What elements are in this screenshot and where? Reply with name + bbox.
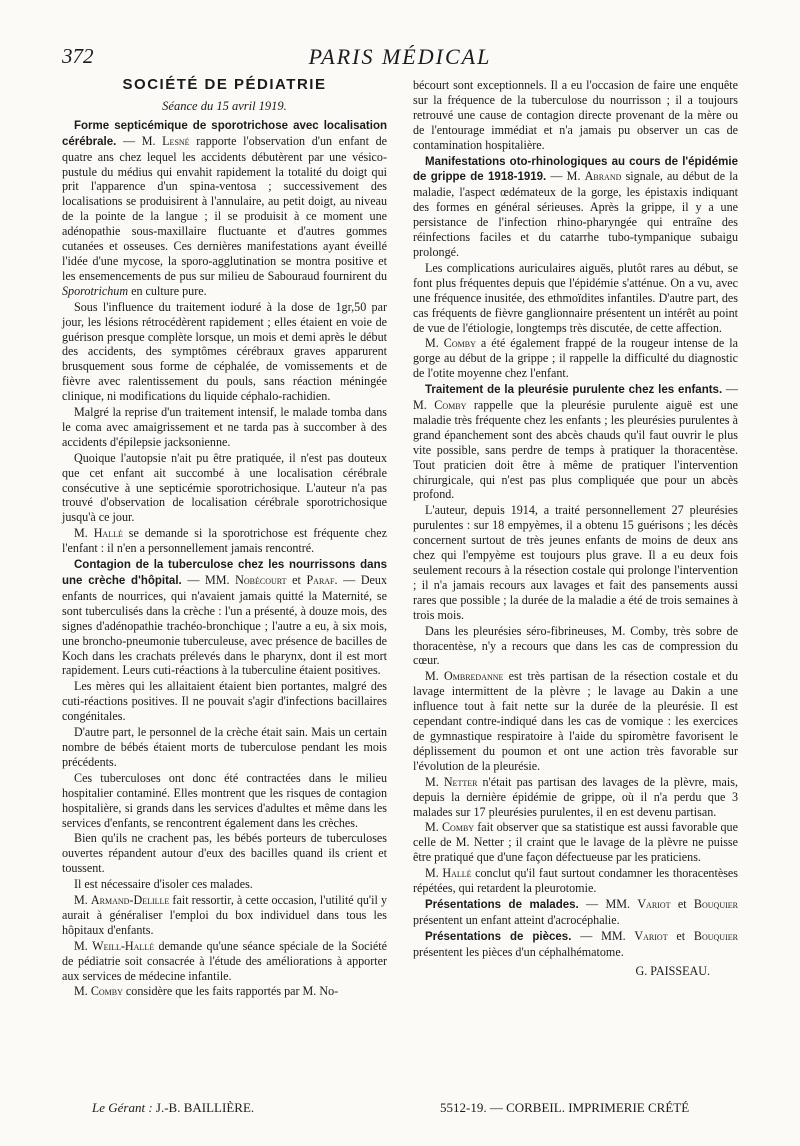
right-column (413, 78, 738, 978)
subtitle-pleuresie: Traitement de la pleurésie purulente chez les enfants. (425, 384, 723, 397)
paragraph: Il est nécessaire d'isoler ces malades. (74, 877, 253, 892)
paragraph: Les complications auriculaires aiguës, plutôt rares au début, se font plus fréquentes depuis que l'épidémie s'atténue. On a vu, avec une fréquence inusitée, des ethmoïdites infantiles. D'autre part, des cas fréquents de fièvre ganglionnaire présentent un intérêt au point de vue de l'étiologie, longtemps très discutée, de cette affection. (413, 260, 738, 335)
paragraph: M. Comby a été également frappé de la rougeur intense de la gorge au début de la grippe ; il rappelle la difficulté du diagnostic de l'otite moyenne chez l'enfant. (413, 336, 738, 381)
author-name: Comby (90, 984, 123, 999)
paragraph: bécourt sont exceptionnels. Il a eu l'occasion de faire une enquête sur la fréquence de la tuberculose du nourrisson ; il a toujours retrouvé une cause de contagion directe provenant de la mère ou de l'entourage immédiat et n'a jamais pu observer un cas de contamination hospitalière. (413, 78, 738, 152)
paragraph: M. Weill-Hallé demande qu'une séance spéciale de la Société de pédiatrie soit consacrée à l'étude des améliorations à apporter aux services de médecine infantile. (62, 938, 387, 983)
subtitle-malades: Présentations de malades. (425, 898, 579, 911)
author-name: Ombredanne (444, 669, 504, 684)
paragraph: Sous l'influence du traitement ioduré à la dose de 1gr,50 par jour, les lésions rétrocédèrent rapidement ; elles étaient en voie de guérison presque complète lorsque, un mois et demi après le début des accidents, des symptômes cérébraux graves apparurent brusquement sous forme de céphalée, de vomissements et de fièvre avec ralentissement du pouls, sans réaction méningée clinique, ni modifications du liquide céphalo-rachidien. (62, 299, 387, 404)
section-title: SOCIÉTÉ DE PÉDIATRIE (122, 76, 327, 93)
author-name: Bouquier (693, 928, 738, 943)
paragraph-oto-rhino: Manifestations oto-rhinologiques au cours de l'épidémie de grippe de 1918-1919. — M. Abrand signale, au début de la maladie, l'aspect œdémateux de la gorge, les épistaxis indiquant des formes en général sérieuses. Après la grippe, il y a une persistance de l'infection rhino-pharyngée qui entraîne des réinfections faciles et du catarrhe tubo-tympanique subaigu prolongé. (413, 155, 738, 259)
paragraph: M. Ombredanne est très partisan de la résection costale et du lavage intermittent de la plèvre ; le lavage au Dakin a une influence tout à fait nette sur la durée de la pleurésie. Il est cependant contre-indiqué dans les cas de vomique : les exercices de gymnastique respiratoire à l'aide du spiromètre favorisent le déplissement du poumon et ont une action très favorable sur l'évolution de la pleurésie. (413, 669, 738, 773)
author-name: Armand-Delille (90, 893, 170, 908)
paragraph: M. Comby fait observer que sa statistique est aussi favorable que celle de M. Netter ; il craint que le lavage de la plèvre ne puisse être pratiqué que d'une façon défectueuse par les praticiens. (413, 820, 738, 865)
author-name: Comby (434, 398, 467, 413)
running-head: PARIS MÉDICAL (308, 44, 492, 69)
subtitle-pieces: Présentations de pièces. (425, 930, 572, 943)
paragraph-pieces: Présentations de pièces. — MM. Variot et Bouquier présentent les pièces d'un céphalhématome. (413, 928, 738, 959)
paragraph: Quoique l'autopsie n'ait pu être pratiquée, il n'est pas douteux que cet enfant ait succombé à une localisation cérébrale consécutive à une septicémie sporotrichosique. L'auteur n'a pas trouvé d'observation de localisation cérébrale sporotrichosique jusqu'à ce jour. (62, 450, 387, 525)
paragraph: Bien qu'ils ne crachent pas, les bébés porteurs de tuberculoses ouvertes répandent autour d'eux des bacilles quand ils crient et toussent. (62, 831, 387, 876)
author-name: Hallé (93, 526, 123, 541)
paragraph-pleuresie: Traitement de la pleurésie purulente chez les enfants. — M. Comby rappelle que la pleurésie purulente aiguë est une maladie très fréquente chez les enfants ; les pleurésies purulentes à grand épanchement sont des abcès chauds qu'il faut ouvrir le plus vite possible, sans perdre de temps à pratiquer la thoracentèse. Tout praticien doit être à même de pratiquer l'intervention chirurgicale, qui n'est pas plus compliquée que pour un abcès profond. (413, 382, 738, 502)
subtitle-contagion: Contagion de la tuberculose chez les nourrissons dans une crèche d'hôpital. (62, 559, 387, 587)
author-name: Lesné (162, 133, 190, 148)
author-name: Comby (441, 820, 475, 835)
paragraph-malades: Présentations de malades. — MM. Variot et Bouquier présentent un enfant atteint d'acrocéphalie. (413, 896, 738, 927)
paragraph: L'auteur, depuis 1914, a traité personnellement 27 pleurésies purulentes : sur 18 empyèmes, il a obtenu 15 guérisons ; les décès concernent surtout de très jeunes enfants de moins de deux ans chez qui l'empyème est toujours plus grave. Il a eu deux fois seulement recours à la résection costale qui prolonge l'intervention ; il n'a jamais recours aux lavages et fait des pansements aussi rares que possible ; la durée de la maladie a été de trois semaines à trois mois. (413, 503, 738, 622)
author-name: Variot (634, 928, 668, 943)
author-name: Netter (443, 774, 478, 789)
paragraph: M. Hallé conclut qu'il faut surtout condamner les thoracentèses répétées, qui retardent la pleurotomie. (413, 866, 738, 896)
author-name: Abrand (584, 169, 622, 184)
author-name: Weill-Hallé (92, 938, 155, 953)
left-column (62, 78, 387, 1000)
author-name: Paraf (306, 573, 335, 587)
footer-gerant: Le Gérant : J.-B. BAILLIÈRE. (92, 1100, 255, 1115)
paragraph: D'autre part, le personnel de la crèche était sain. Mais un certain nombre de bébés étaient morts de tuberculose pendant les mois précédents. (62, 725, 387, 769)
signature: G. PAISSEAU. (635, 963, 710, 978)
session-date: Séance du 15 avril 1919. (162, 98, 287, 113)
subtitle-sporotrichose: Forme septicémique de sporotrichose avec localisation cérébrale. (62, 119, 387, 148)
paragraph: Dans les pleurésies séro-fibrineuses, M. Comby, très sobre de thoracentèse, n'y a recours que dans les cas de compression du cœur. (413, 623, 738, 668)
subtitle-oto-rhino: Manifestations oto-rhinologiques au cours de l'épidémie de grippe de 1918-1919. (413, 155, 738, 184)
column-divider (399, 78, 400, 1088)
paragraph: Ces tuberculoses ont donc été contractées dans le milieu hospitalier contaminé. Elles montrent que les risques de contagion hospitalière, si grands dans les services d'adultes et même dans les services d'enfants, se rencontrent également dans les crèches. (62, 770, 387, 830)
author-name: Hallé (442, 866, 472, 881)
footer-printer: 5512-19. — CORBEIL. IMPRIMERIE CRÉTÉ (440, 1100, 690, 1115)
paragraph: M. Comby considère que les faits rapportés par M. No- (74, 984, 339, 999)
paragraph: M. Hallé se demande si la sporotrichose est fréquente chez l'enfant : il n'en a personnellement jamais rencontré. (62, 526, 387, 556)
page-number: 372 (62, 44, 94, 68)
paragraph: Malgré la reprise d'un traitement intensif, le malade tomba dans le coma avec amaigrissement et ne tarda pas à succomber à des accidents d'épilepsie jacksonienne. (62, 405, 387, 449)
paragraph-sporotrichose: Forme septicémique de sporotrichose avec localisation cérébrale. — M. Lesné rapporte l'observation d'un enfant de quatre ans chez lequel les accidents débutèrent par une vésico-pustule du médius qui envahit rapidement la totalité du doigt qui prit l'apparence d'un spina-ventosa ; successivement des localisations se produisirent à l'annulaire, au petit doigt, au niveau de la pointe de la langue ; il se produisit à ce moment une adénopathie sous-maxillaire fluctuante et d'autres gommes cutanées et osseuses. Ces dernières manifestations ayant éveillé l'idée d'une mycose, la sporo-agglutination se montra positive et les ensemencements de pus sur milieu de Sabouraud fournirent du Sporotrichum en culture pure. (62, 119, 387, 298)
paragraph: M. Netter n'était pas partisan des lavages de la plèvre, mais, depuis la dernière épidémie de grippe, où il n'a perdu que 3 malades sur 17 pleurésies purulentes, il en est devenu partisan. (413, 774, 738, 819)
author-name: Comby (443, 336, 476, 351)
paragraph: Les mères qui les allaitaient étaient bien portantes, malgré des cuti-réactions positives. Il ne pouvait s'agir d'infections bacillaires congénitales. (62, 679, 387, 724)
author-name: Bouquier (693, 896, 738, 911)
author-name: Nobécourt (235, 573, 287, 587)
paragraph: M. Armand-Delille fait ressortir, à cette occasion, l'utilité qu'il y aurait à généraliser l'emploi du box individuel dans tous les hôpitaux d'enfants. (62, 893, 387, 937)
author-name: Variot (637, 896, 671, 911)
paragraph-contagion: Contagion de la tuberculose chez les nourrissons dans une crèche d'hôpital. — MM. Nobécourt et Paraf. — Deux enfants de nourrices, qui n'avaient jamais quitté la Maternité, se sont tuberculisés dans la crèche : l'un a présenté, à douze mois, des signes d'adénopathie trachéo-bronchique ; l'autre a eu, à six mois, une broncho-pneumonie tuberculeuse, avec présence de bacilles de Koch dans les crachats prélevés dans le pharynx, dont il est mort rapidement. Leurs cuti-réactions à la tuberculine étaient positives. (62, 559, 388, 678)
